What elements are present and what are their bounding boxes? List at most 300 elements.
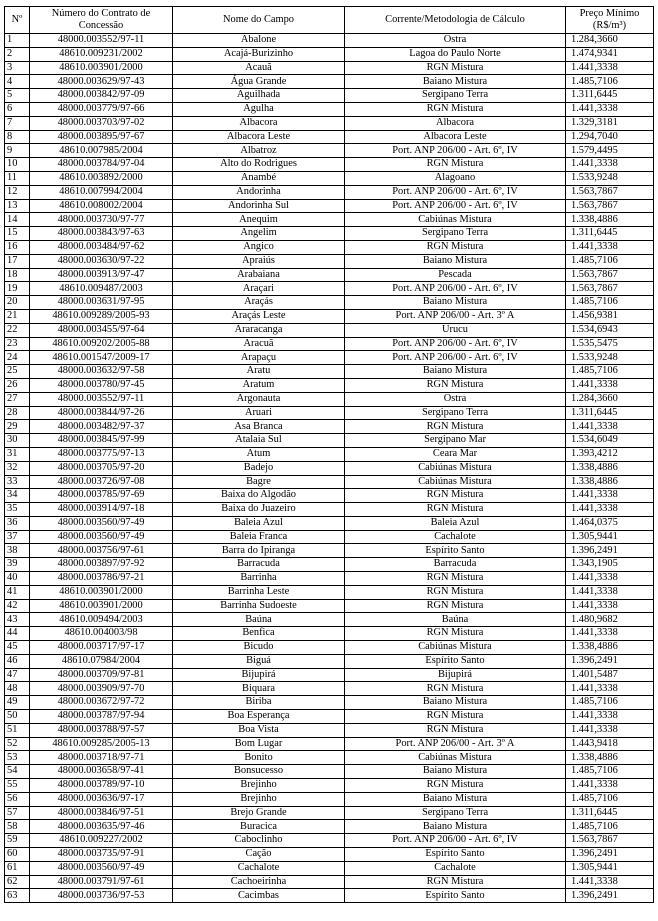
min-price: 1.311,6445 — [566, 406, 654, 420]
methodology: RGN Mistura — [345, 158, 566, 172]
field-name: Baixa do Juazeiro — [173, 503, 345, 517]
methodology: Port. ANP 206/00 - Art. 6º, IV — [345, 144, 566, 158]
row-number: 37 — [5, 530, 30, 544]
methodology: Baiano Mistura — [345, 792, 566, 806]
contract-number: 48610.009494/2003 — [30, 613, 173, 627]
contract-number: 48610.009202/2005-88 — [30, 337, 173, 351]
field-name: Albatroz — [173, 144, 345, 158]
contract-number: 48000.003658/97-41 — [30, 765, 173, 779]
table-row — [5, 572, 654, 586]
field-name: Atum — [173, 447, 345, 461]
table-row — [5, 240, 654, 254]
methodology: Espírito Santo — [345, 544, 566, 558]
table-row — [5, 503, 654, 517]
min-price: 1.485,7106 — [566, 696, 654, 710]
table-row — [5, 737, 654, 751]
field-name: Aruari — [173, 406, 345, 420]
methodology: Cabiúnas Mistura — [345, 751, 566, 765]
min-price: 1.284,3660 — [566, 392, 654, 406]
row-number: 22 — [5, 323, 30, 337]
table-row — [5, 337, 654, 351]
field-name: Boa Esperança — [173, 710, 345, 724]
field-name: Boa Vista — [173, 723, 345, 737]
min-price: 1.534,6049 — [566, 434, 654, 448]
min-price: 1.441,3338 — [566, 572, 654, 586]
row-number: 30 — [5, 434, 30, 448]
table-row — [5, 75, 654, 89]
field-name: Aratum — [173, 378, 345, 392]
contract-number: 48610.009227/2002 — [30, 834, 173, 848]
contract-number: 48000.003775/97-13 — [30, 447, 173, 461]
contract-number: 48610.001547/2009-17 — [30, 351, 173, 365]
methodology: RGN Mistura — [345, 627, 566, 641]
field-name: Cação — [173, 848, 345, 862]
field-name: Barra do Ipiranga — [173, 544, 345, 558]
methodology: Baiano Mistura — [345, 820, 566, 834]
table-row — [5, 61, 654, 75]
min-price: 1.443,9418 — [566, 737, 654, 751]
table-row — [5, 309, 654, 323]
field-name: Bom Lugar — [173, 737, 345, 751]
min-price: 1.338,4886 — [566, 641, 654, 655]
row-number: 18 — [5, 268, 30, 282]
methodology: Espírito Santo — [345, 848, 566, 862]
methodology: RGN Mistura — [345, 599, 566, 613]
row-number: 33 — [5, 475, 30, 489]
table-row — [5, 144, 654, 158]
contract-number: 48610.009289/2005-93 — [30, 309, 173, 323]
min-price: 1.485,7106 — [566, 75, 654, 89]
contract-number: 48000.003560/97-49 — [30, 516, 173, 530]
min-price: 1.305,9441 — [566, 861, 654, 875]
table-row — [5, 792, 654, 806]
field-name: Arabaiana — [173, 268, 345, 282]
row-number: 27 — [5, 392, 30, 406]
table-row — [5, 158, 654, 172]
min-price: 1.485,7106 — [566, 820, 654, 834]
row-number: 14 — [5, 213, 30, 227]
table-row — [5, 47, 654, 61]
table-row — [5, 378, 654, 392]
methodology: Cabiúnas Mistura — [345, 213, 566, 227]
header-number: Nº — [5, 7, 30, 34]
row-number: 43 — [5, 613, 30, 627]
contract-number: 48000.003788/97-57 — [30, 723, 173, 737]
field-name: Cachoeirinha — [173, 875, 345, 889]
field-name: Buracica — [173, 820, 345, 834]
min-price: 1.464,0375 — [566, 516, 654, 530]
field-name: Acauã — [173, 61, 345, 75]
contract-number: 48000.003455/97-64 — [30, 323, 173, 337]
min-price: 1.441,3338 — [566, 102, 654, 116]
table-row — [5, 654, 654, 668]
contract-number: 48610.007985/2004 — [30, 144, 173, 158]
row-number: 32 — [5, 461, 30, 475]
min-price: 1.485,7106 — [566, 765, 654, 779]
row-number: 21 — [5, 309, 30, 323]
row-number: 49 — [5, 696, 30, 710]
min-price: 1.563,7867 — [566, 185, 654, 199]
contract-number: 48000.003785/97-69 — [30, 489, 173, 503]
methodology: Baiano Mistura — [345, 765, 566, 779]
row-number: 3 — [5, 61, 30, 75]
min-price: 1.441,3338 — [566, 240, 654, 254]
table-row — [5, 779, 654, 793]
contract-number: 48000.003779/97-66 — [30, 102, 173, 116]
field-name: Agulha — [173, 102, 345, 116]
table-row — [5, 723, 654, 737]
min-price: 1.393,4212 — [566, 447, 654, 461]
min-price: 1.441,3338 — [566, 723, 654, 737]
methodology: RGN Mistura — [345, 503, 566, 517]
contract-number: 48000.003780/97-45 — [30, 378, 173, 392]
table-row — [5, 420, 654, 434]
methodology: Cabiúnas Mistura — [345, 461, 566, 475]
row-number: 23 — [5, 337, 30, 351]
min-price: 1.533,9248 — [566, 171, 654, 185]
field-name: Atalaia Sul — [173, 434, 345, 448]
min-price: 1.563,7867 — [566, 282, 654, 296]
field-name: Araçás Leste — [173, 309, 345, 323]
contract-number: 48610.008002/2004 — [30, 199, 173, 213]
row-number: 46 — [5, 654, 30, 668]
field-name: Acajá-Burizinho — [173, 47, 345, 61]
row-number: 51 — [5, 723, 30, 737]
field-name: Biriba — [173, 696, 345, 710]
min-price: 1.441,3338 — [566, 61, 654, 75]
contract-number: 48000.003846/97-51 — [30, 806, 173, 820]
row-number: 59 — [5, 834, 30, 848]
contract-number: 48610.003901/2000 — [30, 599, 173, 613]
field-name: Bijupirá — [173, 668, 345, 682]
min-price: 1.311,6445 — [566, 227, 654, 241]
field-name: Baleia Franca — [173, 530, 345, 544]
table-row — [5, 585, 654, 599]
row-number: 60 — [5, 848, 30, 862]
row-number: 12 — [5, 185, 30, 199]
table-row — [5, 613, 654, 627]
table-row — [5, 475, 654, 489]
table-row — [5, 668, 654, 682]
row-number: 50 — [5, 710, 30, 724]
methodology: Sergipano Terra — [345, 227, 566, 241]
table-row — [5, 599, 654, 613]
table-row — [5, 696, 654, 710]
contract-number: 48000.003717/97-17 — [30, 641, 173, 655]
methodology: Cabiúnas Mistura — [345, 641, 566, 655]
contract-number: 48000.003560/97-49 — [30, 530, 173, 544]
field-name: Bicudo — [173, 641, 345, 655]
methodology: RGN Mistura — [345, 489, 566, 503]
min-price: 1.294,7040 — [566, 130, 654, 144]
contract-number: 48610.003892/2000 — [30, 171, 173, 185]
row-number: 1 — [5, 34, 30, 48]
min-price: 1.396,2491 — [566, 889, 654, 903]
min-price: 1.401,5487 — [566, 668, 654, 682]
header-contract: Número do Contrato de Concessão — [30, 7, 173, 34]
row-number: 13 — [5, 199, 30, 213]
table-row — [5, 365, 654, 379]
row-number: 31 — [5, 447, 30, 461]
methodology: Ostra — [345, 392, 566, 406]
min-price: 1.396,2491 — [566, 544, 654, 558]
table-row — [5, 530, 654, 544]
contract-number: 48610.007994/2004 — [30, 185, 173, 199]
contract-number: 48000.003736/97-53 — [30, 889, 173, 903]
row-number: 40 — [5, 572, 30, 586]
field-name: Baúna — [173, 613, 345, 627]
min-price: 1.441,3338 — [566, 710, 654, 724]
methodology: RGN Mistura — [345, 102, 566, 116]
contract-number: 48610.003901/2000 — [30, 61, 173, 75]
min-price: 1.311,6445 — [566, 89, 654, 103]
field-name: Albacora — [173, 116, 345, 130]
row-number: 57 — [5, 806, 30, 820]
contract-number: 48000.003730/97-77 — [30, 213, 173, 227]
methodology: RGN Mistura — [345, 378, 566, 392]
methodology: Port. ANP 206/00 - Art. 6º, IV — [345, 337, 566, 351]
contract-number: 48000.003635/97-46 — [30, 820, 173, 834]
methodology: Ceara Mar — [345, 447, 566, 461]
min-price: 1.533,9248 — [566, 351, 654, 365]
row-number: 4 — [5, 75, 30, 89]
table-body — [5, 34, 654, 903]
contract-number: 48000.003844/97-26 — [30, 406, 173, 420]
methodology: Port. ANP 206/00 - Art. 6º, IV — [345, 282, 566, 296]
table-row — [5, 130, 654, 144]
min-price: 1.441,3338 — [566, 420, 654, 434]
field-name: Argonauta — [173, 392, 345, 406]
row-number: 45 — [5, 641, 30, 655]
contract-number: 48610.009285/2005-13 — [30, 737, 173, 751]
row-number: 16 — [5, 240, 30, 254]
contract-number: 48000.003897/97-92 — [30, 558, 173, 572]
min-price: 1.485,7106 — [566, 254, 654, 268]
methodology: Port. ANP 206/00 - Art. 6º, IV — [345, 185, 566, 199]
row-number: 28 — [5, 406, 30, 420]
contract-number: 48610.009231/2002 — [30, 47, 173, 61]
field-name: Araçás — [173, 296, 345, 310]
contract-number: 48000.003636/97-17 — [30, 792, 173, 806]
table-row — [5, 641, 654, 655]
min-price: 1.311,6445 — [566, 806, 654, 820]
header-row — [5, 7, 654, 34]
field-name: Barrinha — [173, 572, 345, 586]
field-name: Biquara — [173, 682, 345, 696]
field-name: Aracuã — [173, 337, 345, 351]
table-row — [5, 820, 654, 834]
table-row — [5, 751, 654, 765]
row-number: 20 — [5, 296, 30, 310]
methodology: Port. ANP 206/00 - Art. 6º, IV — [345, 834, 566, 848]
row-number: 9 — [5, 144, 30, 158]
methodology: RGN Mistura — [345, 723, 566, 737]
row-number: 8 — [5, 130, 30, 144]
methodology: Sergipano Terra — [345, 806, 566, 820]
table-row — [5, 268, 654, 282]
table-row — [5, 406, 654, 420]
field-name: Andorinha — [173, 185, 345, 199]
field-name: Anequim — [173, 213, 345, 227]
methodology: Pescada — [345, 268, 566, 282]
contract-number: 48610.009487/2003 — [30, 282, 173, 296]
contract-number: 48000.003842/97-09 — [30, 89, 173, 103]
min-price: 1.284,3660 — [566, 34, 654, 48]
table-row — [5, 351, 654, 365]
methodology: Cachalote — [345, 530, 566, 544]
field-name: Arapaçu — [173, 351, 345, 365]
row-number: 56 — [5, 792, 30, 806]
table-row — [5, 834, 654, 848]
min-price: 1.441,3338 — [566, 503, 654, 517]
field-name: Biguá — [173, 654, 345, 668]
table-row — [5, 171, 654, 185]
field-name: Barrinha Sudoeste — [173, 599, 345, 613]
methodology: Albacora Leste — [345, 130, 566, 144]
contract-number: 48000.003909/97-70 — [30, 682, 173, 696]
field-name: Asa Branca — [173, 420, 345, 434]
price-table — [4, 6, 654, 903]
contract-number: 48000.003672/97-72 — [30, 696, 173, 710]
table-row — [5, 875, 654, 889]
methodology: Alagoano — [345, 171, 566, 185]
min-price: 1.480,9682 — [566, 613, 654, 627]
field-name: Bagre — [173, 475, 345, 489]
methodology: Espírito Santo — [345, 889, 566, 903]
min-price: 1.456,9381 — [566, 309, 654, 323]
contract-number: 48000.003552/97-11 — [30, 392, 173, 406]
contract-number: 48000.003484/97-62 — [30, 240, 173, 254]
methodology: Bijupirá — [345, 668, 566, 682]
methodology: RGN Mistura — [345, 61, 566, 75]
methodology: RGN Mistura — [345, 572, 566, 586]
table-row — [5, 447, 654, 461]
header-field-name: Nome do Campo — [173, 7, 345, 34]
min-price: 1.579,4495 — [566, 144, 654, 158]
min-price: 1.338,4886 — [566, 213, 654, 227]
min-price: 1.441,3338 — [566, 599, 654, 613]
methodology: Lagoa do Paulo Norte — [345, 47, 566, 61]
contract-number: 48000.003631/97-95 — [30, 296, 173, 310]
row-number: 63 — [5, 889, 30, 903]
methodology: Port. ANP 206/00 - Art. 6º, IV — [345, 351, 566, 365]
methodology: RGN Mistura — [345, 875, 566, 889]
min-price: 1.329,3181 — [566, 116, 654, 130]
min-price: 1.338,4886 — [566, 461, 654, 475]
methodology: Port. ANP 206/00 - Art. 3º A — [345, 737, 566, 751]
methodology: RGN Mistura — [345, 779, 566, 793]
row-number: 35 — [5, 503, 30, 517]
min-price: 1.485,7106 — [566, 296, 654, 310]
min-price: 1.441,3338 — [566, 585, 654, 599]
methodology: Baiano Mistura — [345, 296, 566, 310]
row-number: 15 — [5, 227, 30, 241]
min-price: 1.534,6943 — [566, 323, 654, 337]
methodology: Urucu — [345, 323, 566, 337]
min-price: 1.535,5475 — [566, 337, 654, 351]
row-number: 26 — [5, 378, 30, 392]
field-name: Brejo Grande — [173, 806, 345, 820]
table-row — [5, 89, 654, 103]
contract-number: 48000.003629/97-43 — [30, 75, 173, 89]
methodology: RGN Mistura — [345, 420, 566, 434]
table-row — [5, 710, 654, 724]
contract-number: 48000.003632/97-58 — [30, 365, 173, 379]
field-name: Bonsucesso — [173, 765, 345, 779]
row-number: 6 — [5, 102, 30, 116]
field-name: Caboclinho — [173, 834, 345, 848]
min-price: 1.563,7867 — [566, 834, 654, 848]
methodology: Cabiúnas Mistura — [345, 475, 566, 489]
field-name: Cacimbas — [173, 889, 345, 903]
methodology: Baiano Mistura — [345, 254, 566, 268]
row-number: 24 — [5, 351, 30, 365]
table-row — [5, 392, 654, 406]
contract-number: 48000.003726/97-08 — [30, 475, 173, 489]
table-row — [5, 434, 654, 448]
field-name: Baleia Azul — [173, 516, 345, 530]
field-name: Abalone — [173, 34, 345, 48]
field-name: Cachalote — [173, 861, 345, 875]
methodology: Baúna — [345, 613, 566, 627]
contract-number: 48000.003895/97-67 — [30, 130, 173, 144]
field-name: Anambé — [173, 171, 345, 185]
field-name: Água Grande — [173, 75, 345, 89]
methodology: Ostra — [345, 34, 566, 48]
table-row — [5, 489, 654, 503]
contract-number: 48000.003560/97-49 — [30, 861, 173, 875]
methodology: Baiano Mistura — [345, 696, 566, 710]
field-name: Andorinha Sul — [173, 199, 345, 213]
row-number: 42 — [5, 599, 30, 613]
min-price: 1.396,2491 — [566, 654, 654, 668]
row-number: 55 — [5, 779, 30, 793]
contract-number: 48000.003786/97-21 — [30, 572, 173, 586]
header-methodology: Corrente/Metodologia de Cálculo — [345, 7, 566, 34]
field-name: Aratu — [173, 365, 345, 379]
methodology: RGN Mistura — [345, 240, 566, 254]
methodology: Sergipano Mar — [345, 434, 566, 448]
contract-number: 48000.003913/97-47 — [30, 268, 173, 282]
row-number: 25 — [5, 365, 30, 379]
methodology: Port. ANP 206/00 - Art. 6º, IV — [345, 199, 566, 213]
field-name: Alto do Rodrigues — [173, 158, 345, 172]
table-row — [5, 34, 654, 48]
table-row — [5, 461, 654, 475]
min-price: 1.441,3338 — [566, 627, 654, 641]
row-number: 10 — [5, 158, 30, 172]
min-price: 1.441,3338 — [566, 158, 654, 172]
methodology: Sergipano Terra — [345, 89, 566, 103]
field-name: Barrinha Leste — [173, 585, 345, 599]
contract-number: 48610.004003/98 — [30, 627, 173, 641]
methodology: RGN Mistura — [345, 585, 566, 599]
field-name: Araçari — [173, 282, 345, 296]
row-number: 53 — [5, 751, 30, 765]
min-price: 1.441,3338 — [566, 875, 654, 889]
min-price: 1.441,3338 — [566, 489, 654, 503]
methodology: Barracuda — [345, 558, 566, 572]
min-price: 1.485,7106 — [566, 792, 654, 806]
row-number: 11 — [5, 171, 30, 185]
row-number: 5 — [5, 89, 30, 103]
min-price: 1.563,7867 — [566, 268, 654, 282]
row-number: 52 — [5, 737, 30, 751]
methodology: Albacora — [345, 116, 566, 130]
table-row — [5, 889, 654, 903]
field-name: Araracanga — [173, 323, 345, 337]
contract-number: 48000.003787/97-94 — [30, 710, 173, 724]
